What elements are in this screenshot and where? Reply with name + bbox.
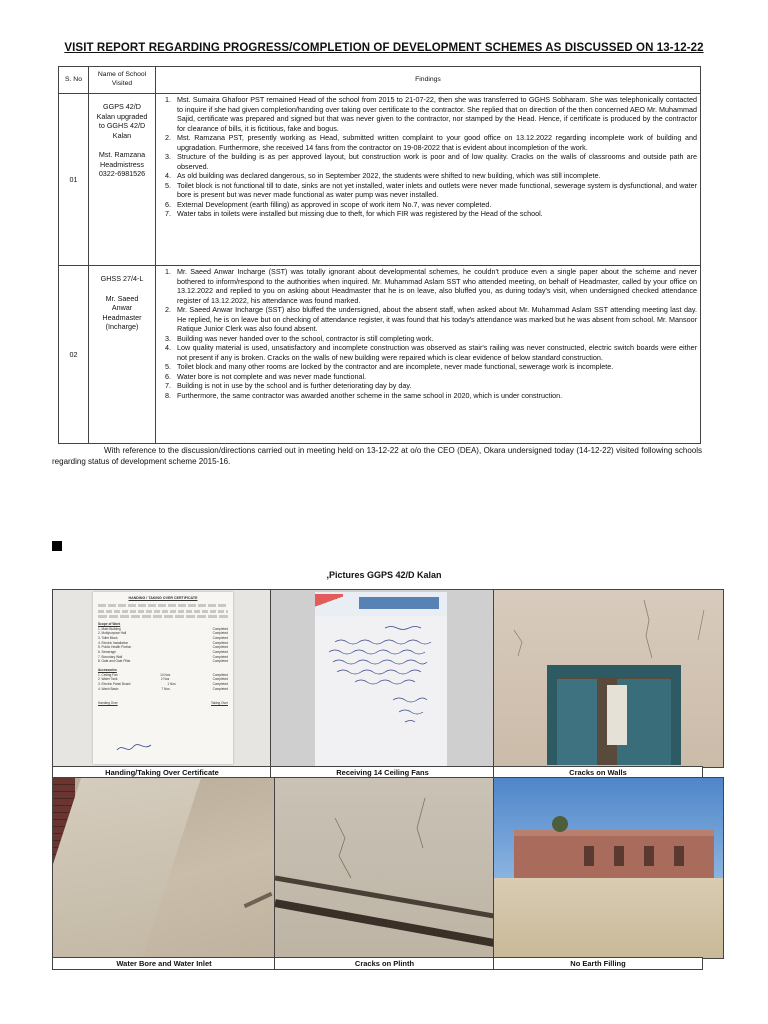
ground: [494, 878, 723, 958]
certificate-item-row: 7. Boundary Wall Completed: [98, 654, 228, 659]
contact-line: 0322-6981526: [98, 169, 146, 178]
certificate-accessory-row: 2. Water Tank 2 Nos Completed: [98, 677, 228, 682]
receipt-paper: [315, 592, 447, 766]
certificate-items-heading: Scope of Work: [98, 622, 121, 627]
reference-paragraph: [52, 445, 702, 467]
photo-caption: Receiving 14 Ceiling Fans: [270, 766, 495, 779]
photo-caption: Water Bore and Water Inlet: [52, 957, 276, 970]
row-school: [89, 94, 156, 266]
school-line: to GGHS 42/D: [98, 121, 146, 130]
concrete-slab: [52, 778, 201, 958]
photo-certificate: [52, 589, 272, 768]
certificate-items: [98, 627, 228, 664]
contact-line: Anwar: [111, 303, 133, 312]
header-school: Name of School Visited: [89, 67, 156, 94]
photo-caption: No Earth Filling: [493, 957, 703, 970]
header-sno: S. No: [59, 67, 89, 94]
photo-caption: Cracks on Walls: [493, 766, 703, 779]
certificate-accessory-row: 4. Wash Basin 7 Nos Completed: [98, 686, 228, 691]
finding-item: 2. Mr. Saeed Anwar Incharge (SST) also bluffed the undersigned, about the absent staff, when asked about Mr. Muhammad Aslam SST attending meeting last day. He replied, he is on leave but on checking of attendance register, it was found that his today's attendance was marked but he was absent from school. Mr. Mansoor Ratique Junior Clerk was also found absent.: [173, 305, 697, 334]
plinth-cracks: [275, 778, 494, 958]
table-header-row: [59, 67, 701, 94]
photo-water-bore: [52, 777, 276, 959]
certificate-item-row: 5. Public Health Portion Completed: [98, 645, 228, 650]
finding-item: 6. External Development (earth filling) as approved in scope of work item No.7, was never completed.: [173, 200, 697, 210]
signature-stamp: [115, 742, 153, 754]
certificate-handing-label: Handing Over: [98, 701, 118, 706]
certificate-accessory-row: 1. Ceiling Fan 14 Nos Completed: [98, 672, 228, 677]
contact-line: Headmistress: [100, 159, 144, 169]
contact-line: Mst. Ramzana: [98, 150, 146, 159]
finding-item: 3. Building was never handed over to the school, contractor is still completing work.: [173, 334, 697, 344]
pictures-title: ,Pictures GGPS 42/D Kalan: [326, 570, 442, 580]
school-line: GHSS 27/4-L: [100, 274, 144, 283]
reference-text: With reference to the discussion/directions carried out in meeting held on 13-12-22 at o/o the CEO (DEA), Okara undersigned today (14-12-22) visited following schools regarding status of development scheme 2015-16.: [52, 446, 702, 467]
header-findings: Findings: [156, 67, 701, 94]
certificate-item-row: 3. Toilet Block Completed: [98, 636, 228, 641]
findings-table: [58, 66, 701, 444]
door-frame: [547, 665, 681, 765]
certificate-paper: [93, 592, 233, 764]
photo-caption: Handing/Taking Over Certificate: [52, 766, 272, 779]
photo-cracks-walls: [493, 589, 724, 768]
school-line: Kalan upgraded: [96, 111, 148, 121]
photo-caption: Cracks on Plinth: [274, 957, 495, 970]
square-bullet-icon: [52, 541, 62, 551]
certificate-taking-label: Taking Over: [210, 701, 228, 706]
photo-cracks-plinth: [274, 777, 495, 959]
certificate-item-row: 8. Gate and Gate Pillar Completed: [98, 659, 228, 664]
finding-item: 2. Mst. Ramzana PST, presently working as Head, submitted written complaint to your good office on 13.12.2022 regarding incomplete work of building and upgradation. Furthermore, she received 14 fans from the contractor on 19-08-2022 that is evident about incompletion of the work.: [173, 133, 697, 152]
finding-item: 8. Furthermore, the same contractor was awarded another scheme in the same school in 2020, which is under construction.: [173, 391, 697, 401]
finding-item: 1. Mst. Sumaira Ghafoor PST remained Head of the school from 2015 to 21-07-22, then she was transferred to GGHS Sobharam. She was telephonically contacted to inquire if she had given completion/handing over taking over certificate to the contractor. She replied that on direction of the then concerned AEO Mr. Muhammad Sajid, certificate was prepared and signed but that was never given to the contractor, nor stamped by the Head. Hence, if certificate is produced by the contractor for clearance of bills, it is fictitious, fake and bogus.: [173, 95, 697, 133]
building: [514, 830, 714, 880]
row-school: [89, 266, 156, 444]
finding-item: 6. Water bore is not complete and was never made functional.: [173, 372, 697, 382]
contact-line: (Incharge): [105, 322, 139, 331]
table-row: [59, 266, 701, 444]
photo-no-earth-filling: [493, 777, 724, 959]
certificate-item-row: 6. Sewerage Completed: [98, 650, 228, 655]
certificate-accessories: [98, 673, 228, 692]
school-line: Kalan: [112, 130, 132, 140]
contact-line: Headmaster: [102, 312, 142, 322]
finding-item: 4. As old building was declared dangerous, so in September 2022, the students were shifted to new building, which was still incomplete.: [173, 171, 697, 181]
row-sno: 02: [59, 266, 89, 444]
certificate-item-row: 1. Main Building Completed: [98, 626, 228, 631]
row-findings: [156, 266, 701, 444]
row-sno: 01: [59, 94, 89, 266]
contact-line: Mr. Saeed: [105, 293, 139, 303]
table-row: [59, 94, 701, 266]
report-title: VISIT REPORT REGARDING PROGRESS/COMPLETION OF DEVELOPMENT SCHEMES AS DISCUSSED ON 13-12-22: [64, 42, 704, 54]
finding-item: 5. Toilet block and many other rooms are locked by the contractor and are incomplete, never made functional, sewerage work is incomplete.: [173, 362, 697, 372]
certificate-accessories-heading: Accessories: [98, 667, 117, 672]
handwriting-lines: [315, 622, 447, 762]
certificate-item-row: 2. Multipurpose Hall Completed: [98, 631, 228, 636]
finding-item: 1. Mr. Saeed Anwar Incharge (SST) was totally ignorant about developmental schemes, he couldn't produce even a single paper about the scheme and never bothered to inform/respond to the authorities when inquired. Mr. Muhammad Aslam SST who attended meeting, on behalf of Headmaster, called by your office on 13.12.2022 and replied to you on asking about Headmaster that he is on leave, also bluffed you, as during today's visit, when undersigned checked attendance register of 13.12.2022, his attendance was found marked.: [173, 267, 697, 305]
finding-item: 7. Water tabs in toilets were installed but missing due to theft, for which FIR was registered by the Head of the school.: [173, 209, 697, 219]
finding-item: 3. Structure of the building is as per approved layout, but construction work is poor and of low quality. Cracks on the walls of classrooms and outside path are observed.: [173, 152, 697, 171]
photo-fans-receipt: [270, 589, 495, 768]
certificate-accessory-row: 3. Electric Panel Board 1 Nos Completed: [98, 681, 228, 686]
letterhead-band: [315, 592, 447, 616]
finding-item: 4. Low quality material is used, unsatisfactory and incomplete construction was observed as stair's railing was never constructed, electric switch boards were either not present if any is broken. Cracks on the walls of new building were repaired which is clear evidence of below standard construction.: [173, 343, 697, 362]
row-findings: [156, 94, 701, 266]
finding-item: 7. Building is not in use by the school and is further deteriorating day by day.: [173, 381, 697, 391]
finding-item: 5. Toilet block is not functional till to date, sinks are not yet installed, water inlets and outlets were never made functional, sewerage system is dysfunctional, and water bore is present but was never made functional as water pump was never installed.: [173, 181, 697, 200]
certificate-heading: HANDING / TAKING OVER CERTIFICATE: [128, 596, 198, 600]
school-line: GGPS 42/D: [103, 102, 141, 111]
certificate-item-row: 4. Electric Installation Completed: [98, 640, 228, 645]
